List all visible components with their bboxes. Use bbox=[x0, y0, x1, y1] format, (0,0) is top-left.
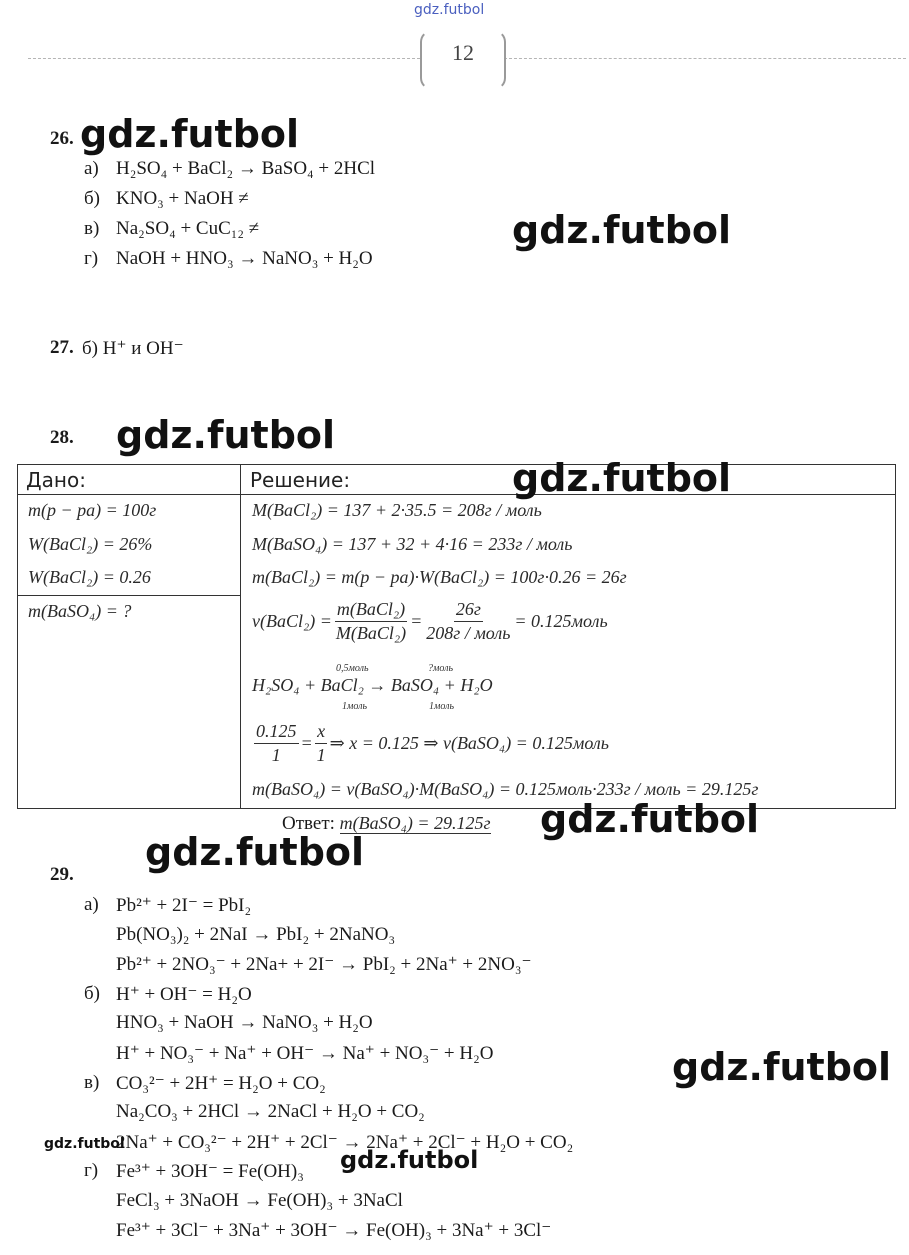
fraction-numerator: x bbox=[315, 721, 327, 744]
equation: H₂SO₄ + BaCl₂ → BaSO₄ + 2HCl bbox=[116, 158, 376, 179]
fraction bbox=[315, 721, 328, 766]
watermark: gdz.futbol bbox=[512, 456, 732, 500]
equation: FeCl₃ + 3NaOH → Fe(OH)₃ + 3NaCl bbox=[116, 1190, 403, 1211]
table-divider bbox=[18, 494, 895, 495]
equation: HNO₃ + NaOH → NaNO₃ + H₂O bbox=[116, 1012, 373, 1033]
mol-annotation: 1моль bbox=[429, 701, 455, 712]
equation: Na₂SO₄ + CuC₁₂ ≠ bbox=[116, 218, 260, 239]
item-label: г) bbox=[84, 1160, 99, 1181]
given-header: Дано: bbox=[26, 468, 86, 492]
task-27-answer: б) H⁺ и OH⁻ bbox=[82, 338, 184, 359]
equation: Pb(NO₃)₂ + 2NaI → PbI₂ + 2NaNO₃ bbox=[116, 924, 396, 945]
equation: H⁺ + OH⁻ = H₂O bbox=[116, 984, 252, 1005]
watermark: gdz.futbol bbox=[540, 797, 760, 841]
equation: KNO₃ + NaOH ≠ bbox=[116, 188, 249, 209]
answer-value: m(BaSO₄) = 29.125г bbox=[339, 813, 491, 833]
watermark: gdz.futbol bbox=[116, 413, 336, 457]
find-item: m(BaSO₄) = ? bbox=[28, 601, 132, 621]
fraction bbox=[424, 599, 512, 644]
watermark: gdz.futbol bbox=[672, 1045, 892, 1089]
task-27-number: 27. bbox=[50, 337, 74, 358]
given-item: W(BaCl₂) = 0.26 bbox=[28, 567, 151, 587]
task-28-number: 28. bbox=[50, 427, 74, 448]
solution-line: M(BaSO₄) = 137 + 32 + 4·16 = 233г / моль bbox=[252, 534, 573, 554]
item-label: а) bbox=[84, 894, 99, 915]
mol-annotation: ?моль bbox=[428, 663, 454, 674]
equation: H⁺ + NO₃⁻ + Na⁺ + OH⁻ → Na⁺ + NO₃⁻ + H₂O bbox=[116, 1043, 494, 1064]
fraction-denominator: 208г / моль bbox=[426, 623, 511, 643]
item-label: г) bbox=[84, 248, 99, 269]
given-item: W(BaCl₂) = 26% bbox=[28, 534, 153, 554]
watermark: gdz.futbol bbox=[340, 1146, 479, 1174]
task-26-number: 26. bbox=[50, 128, 74, 149]
equation: Fe³⁺ + 3Cl⁻ + 3Na⁺ + 3OH⁻ → Fe(OH)₃ + 3Na⁺ + 3Cl⁻ bbox=[116, 1220, 552, 1241]
fraction-denominator: 1 bbox=[271, 745, 281, 765]
solution-line-proportion bbox=[252, 721, 609, 766]
reaction-equation: H₂SO₄ + BaCl₂ → BaSO₄ + H₂O bbox=[252, 675, 493, 695]
item-label: б) bbox=[84, 188, 100, 209]
answer-label: Ответ: bbox=[282, 813, 335, 834]
fraction bbox=[334, 599, 408, 644]
equation: Na₂CO₃ + 2HCl → 2NaCl + H₂O + CO₂ bbox=[116, 1101, 425, 1122]
equation: Pb²⁺ + 2I⁻ = PbI₂ bbox=[116, 895, 252, 916]
item-label: в) bbox=[84, 1072, 100, 1093]
mol-annotation: 1моль bbox=[342, 701, 368, 712]
fraction-numerator: 0.125 bbox=[254, 721, 299, 744]
table-divider bbox=[18, 595, 240, 596]
equation: 2Na⁺ + CO₃²⁻ + 2H⁺ + 2Cl⁻ → 2Na⁺ + 2Cl⁻ + H₂O + CO₂ bbox=[116, 1132, 574, 1153]
equation: NaOH + HNO₃ → NaNO₃ + H₂O bbox=[116, 248, 373, 269]
solution-header: Решение: bbox=[250, 468, 351, 492]
equals-sign: = bbox=[300, 733, 313, 753]
equation: Pb²⁺ + 2NO₃⁻ + 2Na+ + 2I⁻ → PbI₂ + 2Na⁺ + 2NO₃⁻ bbox=[116, 954, 532, 975]
header-rule-right bbox=[504, 58, 906, 59]
item-label: в) bbox=[84, 218, 100, 239]
fraction-denominator: M(BaCl₂) bbox=[335, 623, 407, 643]
item-label: а) bbox=[84, 158, 99, 179]
task-29-number: 29. bbox=[50, 864, 74, 885]
solution-line: m(BaCl₂) = m(p − pa)·W(BaCl₂) = 100г·0.26 = 26г bbox=[252, 567, 627, 587]
mol-annotation: 0,5моль bbox=[336, 663, 369, 674]
solution-table bbox=[17, 464, 896, 809]
equation: CO₃²⁻ + 2H⁺ = H₂O + CO₂ bbox=[116, 1073, 326, 1094]
equals-sign: = bbox=[410, 611, 423, 631]
fraction bbox=[254, 721, 299, 766]
fraction-result: = 0.125моль bbox=[514, 611, 608, 631]
given-item: m(p − pa) = 100г bbox=[28, 500, 157, 520]
watermark: gdz.futbol bbox=[80, 112, 300, 156]
table-divider bbox=[240, 465, 241, 808]
fraction-lhs: ν(BaCl₂) = bbox=[252, 611, 332, 631]
fraction-numerator: 26г bbox=[454, 599, 483, 622]
item-label: б) bbox=[84, 983, 100, 1004]
solution-line: m(BaSO₄) = ν(BaSO₄)·M(BaSO₄) = 0.125моль·233г / моль = 29.125г bbox=[252, 779, 759, 799]
watermark: gdz.futbol bbox=[145, 830, 365, 874]
fraction-denominator: 1 bbox=[316, 745, 326, 765]
watermark: gdz.futbol bbox=[44, 1136, 125, 1152]
page-number: 12 bbox=[452, 40, 474, 65]
header-rule-left bbox=[28, 58, 420, 59]
solution-line: M(BaCl₂) = 137 + 2·35.5 = 208г / моль bbox=[252, 500, 542, 520]
equation: Fe³⁺ + 3OH⁻ = Fe(OH)₃ bbox=[116, 1161, 304, 1182]
solution-line-fraction bbox=[252, 599, 608, 644]
watermark: gdz.futbol bbox=[512, 208, 732, 252]
header-watermark: gdz.futbol bbox=[414, 2, 485, 18]
fraction-numerator: m(BaCl₂) bbox=[335, 599, 407, 622]
proportion-result: ⇒ x = 0.125 ⇒ ν(BaSO₄) = 0.125моль bbox=[329, 733, 609, 753]
